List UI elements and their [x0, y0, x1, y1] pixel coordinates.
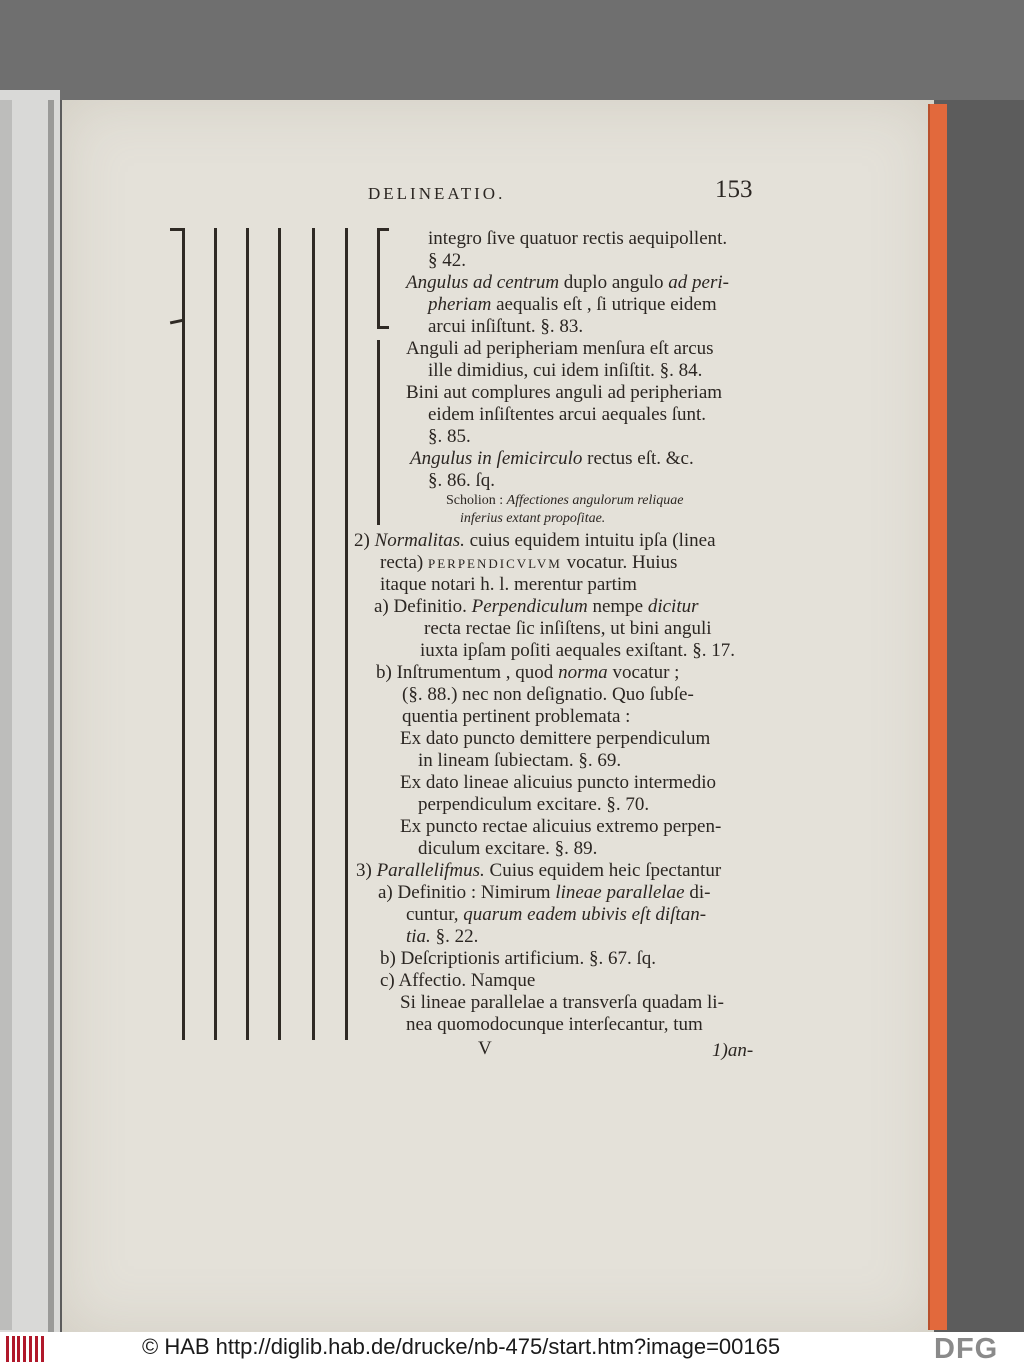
text-phrase: di- — [689, 882, 711, 903]
italic-phrase: lineae parallelae — [555, 882, 685, 903]
text-line: nea quomodocunque interſecantur, tum — [406, 1014, 703, 1035]
text-phrase: recta) — [380, 552, 424, 573]
scholion-line: inferius extant propoſitae. — [460, 511, 606, 526]
list-number: 3) — [356, 860, 372, 881]
text-line — [428, 294, 717, 316]
bracket-rule — [312, 228, 315, 1040]
italic-phrase: Perpendiculum — [471, 596, 588, 617]
text-line — [354, 530, 716, 552]
text-line: §. 85. — [428, 426, 471, 447]
text-line: §. 86. ſq. — [428, 470, 496, 491]
scholion-line — [446, 492, 683, 510]
bracket-rule — [278, 228, 281, 1040]
text-line: arcui inſiſtunt. §. 83. — [428, 316, 584, 337]
text-phrase: aequalis eſt , ſi utrique eidem — [496, 294, 717, 315]
catchword: 1)an- — [712, 1040, 754, 1061]
bracket-rule-short — [377, 228, 380, 328]
text-phrase: cuntur, — [406, 904, 459, 925]
bracket-rule — [345, 228, 348, 1040]
text-line — [406, 926, 478, 948]
text-phrase: §. 22. — [435, 926, 479, 947]
text-line: quentia pertinent problemata : — [402, 706, 631, 727]
text-phrase: Cuius equidem heic ſpectantur — [489, 860, 722, 881]
text-line: Ex dato puncto demittere perpendiculum — [400, 728, 711, 749]
text-line: integro ſive quatuor rectis aequipollent. — [428, 228, 728, 249]
text-line — [376, 662, 679, 684]
italic-phrase: Parallelifmus. — [376, 860, 485, 881]
italic-phrase: quarum eadem ubivis eſt diſtan- — [463, 904, 707, 925]
text-line — [356, 860, 721, 882]
bracket-rule — [214, 228, 217, 1040]
italic-phrase: tia. — [406, 926, 431, 947]
text-phrase: duplo angulo — [563, 272, 664, 293]
italic-phrase: ad peri- — [668, 272, 729, 293]
scan-left-strip — [0, 100, 12, 1330]
text-line: diculum excitare. §. 89. — [418, 838, 598, 859]
barcode-icon — [6, 1336, 44, 1362]
italic-phrase: Normalitas. — [374, 530, 465, 551]
bracket-rule-short — [377, 340, 380, 525]
page-edge — [928, 104, 947, 1330]
copyright-link[interactable]: © HAB http://diglib.hab.de/drucke/nb-475/start.htm?image=00165 — [142, 1334, 781, 1359]
bracket-tick — [170, 228, 184, 231]
bracket-rule — [182, 228, 185, 1040]
text-phrase: a) Definitio. — [374, 596, 467, 617]
text-phrase: nempe — [592, 596, 644, 617]
text-line: perpendiculum excitare. §. 70. — [418, 794, 650, 815]
text-phrase: cuius equidem intuitu ipſa (linea — [469, 530, 716, 551]
text-line — [378, 882, 710, 904]
text-line: (§. 88.) nec non deſignatio. Quo ſubſe- — [402, 684, 694, 705]
text-phrase: b) Inſtrumentum , quod — [376, 662, 554, 683]
text-line: Ex puncto rectae alicuius extremo perpen- — [400, 816, 722, 837]
text-line: Bini aut complures anguli ad peripheriam — [406, 382, 723, 403]
italic-phrase: pheriam — [428, 294, 492, 315]
text-phrase: vocatur. Huius — [566, 552, 678, 573]
running-head: DELINEATIO. — [368, 184, 506, 203]
text-line: § 42. — [428, 250, 466, 271]
text-line: itaque notari h. l. merentur partim — [380, 574, 637, 595]
scan-background-top — [0, 0, 1024, 100]
text-line — [374, 596, 699, 618]
text-line: in lineam ſubiectam. §. 69. — [418, 750, 622, 771]
text-line — [406, 904, 706, 926]
bracket-tick — [377, 228, 389, 231]
dfg-logo: DFG — [934, 1333, 999, 1365]
italic-phrase: Angulus ad centrum — [406, 272, 560, 293]
text-line: Ex dato lineae alicuius puncto intermedio — [400, 772, 717, 793]
text-phrase: a) Definitio : Nimirum — [378, 882, 551, 903]
text-phrase: rectus eſt. &c. — [587, 448, 694, 469]
small-caps-term: PERPENDICVLVM — [427, 556, 562, 571]
list-number: 2) — [354, 530, 370, 551]
text-line: b) Deſcriptionis artificium. §. 67. ſq. — [380, 948, 656, 969]
scholion-label: Scholion : — [446, 493, 504, 508]
italic-phrase: Affectiones angulorum reliquae — [506, 493, 684, 508]
text-line: ille dimidius, cui idem inſiſtit. §. 84. — [428, 360, 703, 381]
italic-phrase: Angulus in ſemicirculo — [410, 448, 583, 469]
bracket-rule — [246, 228, 249, 1040]
text-phrase: vocatur ; — [612, 662, 680, 683]
text-line: recta rectae ſic inſiſtens, ut bini anguli — [424, 618, 712, 639]
text-line — [406, 272, 729, 294]
text-line: c) Affectio. Namque — [380, 970, 536, 991]
bracket-tick — [377, 326, 389, 329]
italic-phrase: dicitur — [647, 596, 699, 617]
page-number: 153 — [715, 176, 753, 203]
text-line: iuxta ipſam poſiti aequales exiſtant. §. 17. — [420, 640, 736, 661]
text-line: eidem inſiſtentes arcui aequales ſunt. — [428, 404, 707, 425]
italic-phrase: norma — [558, 662, 608, 683]
text-line: Si lineae parallelae a transverſa quadam li- — [400, 992, 724, 1013]
text-line — [380, 552, 677, 575]
scan-left-edge — [48, 100, 54, 1340]
text-line — [410, 448, 694, 470]
signature-mark: V — [478, 1038, 492, 1059]
text-line: Anguli ad peripheriam menſura eſt arcus — [406, 338, 714, 359]
